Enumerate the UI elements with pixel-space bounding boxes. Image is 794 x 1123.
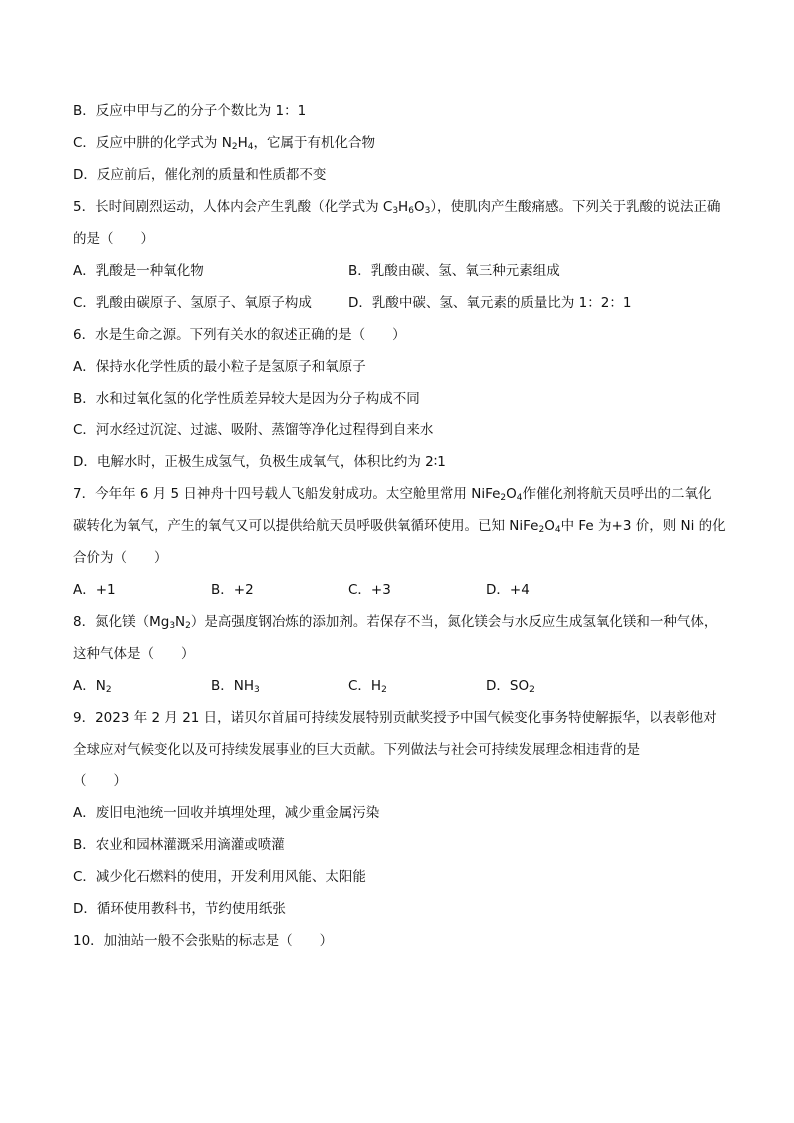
- q9-option-c: C．减少化石燃料的使用，开发利用风能、太阳能: [73, 869, 366, 885]
- q5-option-a: A．乳酸是一种氧化物: [73, 263, 204, 279]
- q6-option-c: C．河水经过沉淀、过滤、吸附、蒸馏等净化过程得到自来水: [73, 422, 434, 438]
- q6-option-b: B．水和过氧化氢的化学性质差异较大是因为分子构成不同: [73, 391, 420, 407]
- q4-option-d: D．反应前后，催化剂的质量和性质都不变: [73, 167, 327, 183]
- q6-option-a: A．保持水化学性质的最小粒子是氢原子和氧原子: [73, 359, 366, 375]
- q8-option-b: B．$NH_3$: [211, 678, 260, 695]
- q9-stem-line3: （ ）: [73, 773, 127, 789]
- q4-option-c: C．反应中肼的化学式为 $N_2H_4$，它属于有机化合物: [73, 135, 375, 152]
- q5-option-b: B．乳酸由碳、氢、氧三种元素组成: [348, 263, 560, 279]
- q5-stem-line1: 5．长时间剧烈运动，人体内会产生乳酸（化学式为 $C_3H_6O_3$），使肌肉产生酸痛感。下列关于乳酸的说法正确: [73, 199, 721, 216]
- q4-option-b: B．反应中甲与乙的分子个数比为 1：1: [73, 103, 307, 119]
- q7-option-b: B．+2: [211, 582, 254, 598]
- q7-stem-line2: 碳转化为氧气，产生的氧气又可以提供给航天员呼吸供氧循环使用。已知 $NiFe_2O_4$中 Fe 为+3 价，则 Ni 的化: [73, 518, 726, 535]
- q8-stem-line2: 这种气体是（ ）: [73, 646, 195, 662]
- q6-stem: 6．水是生命之源。下列有关水的叙述正确的是（ ）: [73, 327, 406, 343]
- q9-option-a: A．废旧电池统一回收并填埋处理，减少重金属污染: [73, 805, 380, 821]
- q8-option-c: C．$H_2$: [348, 678, 387, 695]
- q5-option-d: D．乳酸中碳、氢、氧元素的质量比为 1：2：1: [348, 295, 632, 311]
- q8-option-a: A．$N_2$: [73, 678, 112, 695]
- q7-option-c: C．+3: [348, 582, 391, 598]
- q5-stem-line2: 的是（ ）: [73, 231, 154, 247]
- q9-stem-line1: 9．2023 年 2 月 21 日，诺贝尔首届可持续发展特别贡献奖授予中国气候变化事务特使解振华，以表彰他对: [73, 710, 717, 726]
- q9-option-b: B．农业和园林灌溉采用滴灌或喷灌: [73, 837, 285, 853]
- q7-option-d: D．+4: [486, 582, 530, 598]
- q5-option-c: C．乳酸由碳原子、氢原子、氧原子构成: [73, 295, 312, 311]
- q9-option-d: D．循环使用教科书，节约使用纸张: [73, 901, 286, 917]
- q8-option-d: D．$SO_2$: [486, 678, 535, 695]
- q7-option-a: A．+1: [73, 582, 116, 598]
- q9-stem-line2: 全球应对气候变化以及可持续发展事业的巨大贡献。下列做法与社会可持续发展理念相违背的是: [73, 742, 640, 758]
- q7-stem-line1: 7．今年年 6 月 5 日神舟十四号载人飞船发射成功。太空舱里常用 $NiFe_2O_4$作催化剂将航天员呼出的二氧化: [73, 486, 712, 503]
- q8-stem-line1: 8．氮化镁$(Mg_3N_2)$是高强度钢冶炼的添加剂。若保存不当，氮化镁会与水反应生成氢氧化镁和一种气体，: [73, 614, 718, 631]
- q7-stem-line3: 合价为（ ）: [73, 550, 168, 566]
- q6-option-d: D．电解水时，正极生成氢气，负极生成氧气，体积比约为 2∶1: [73, 454, 446, 470]
- q10-stem: 10．加油站一般不会张贴的标志是（ ）: [73, 933, 334, 949]
